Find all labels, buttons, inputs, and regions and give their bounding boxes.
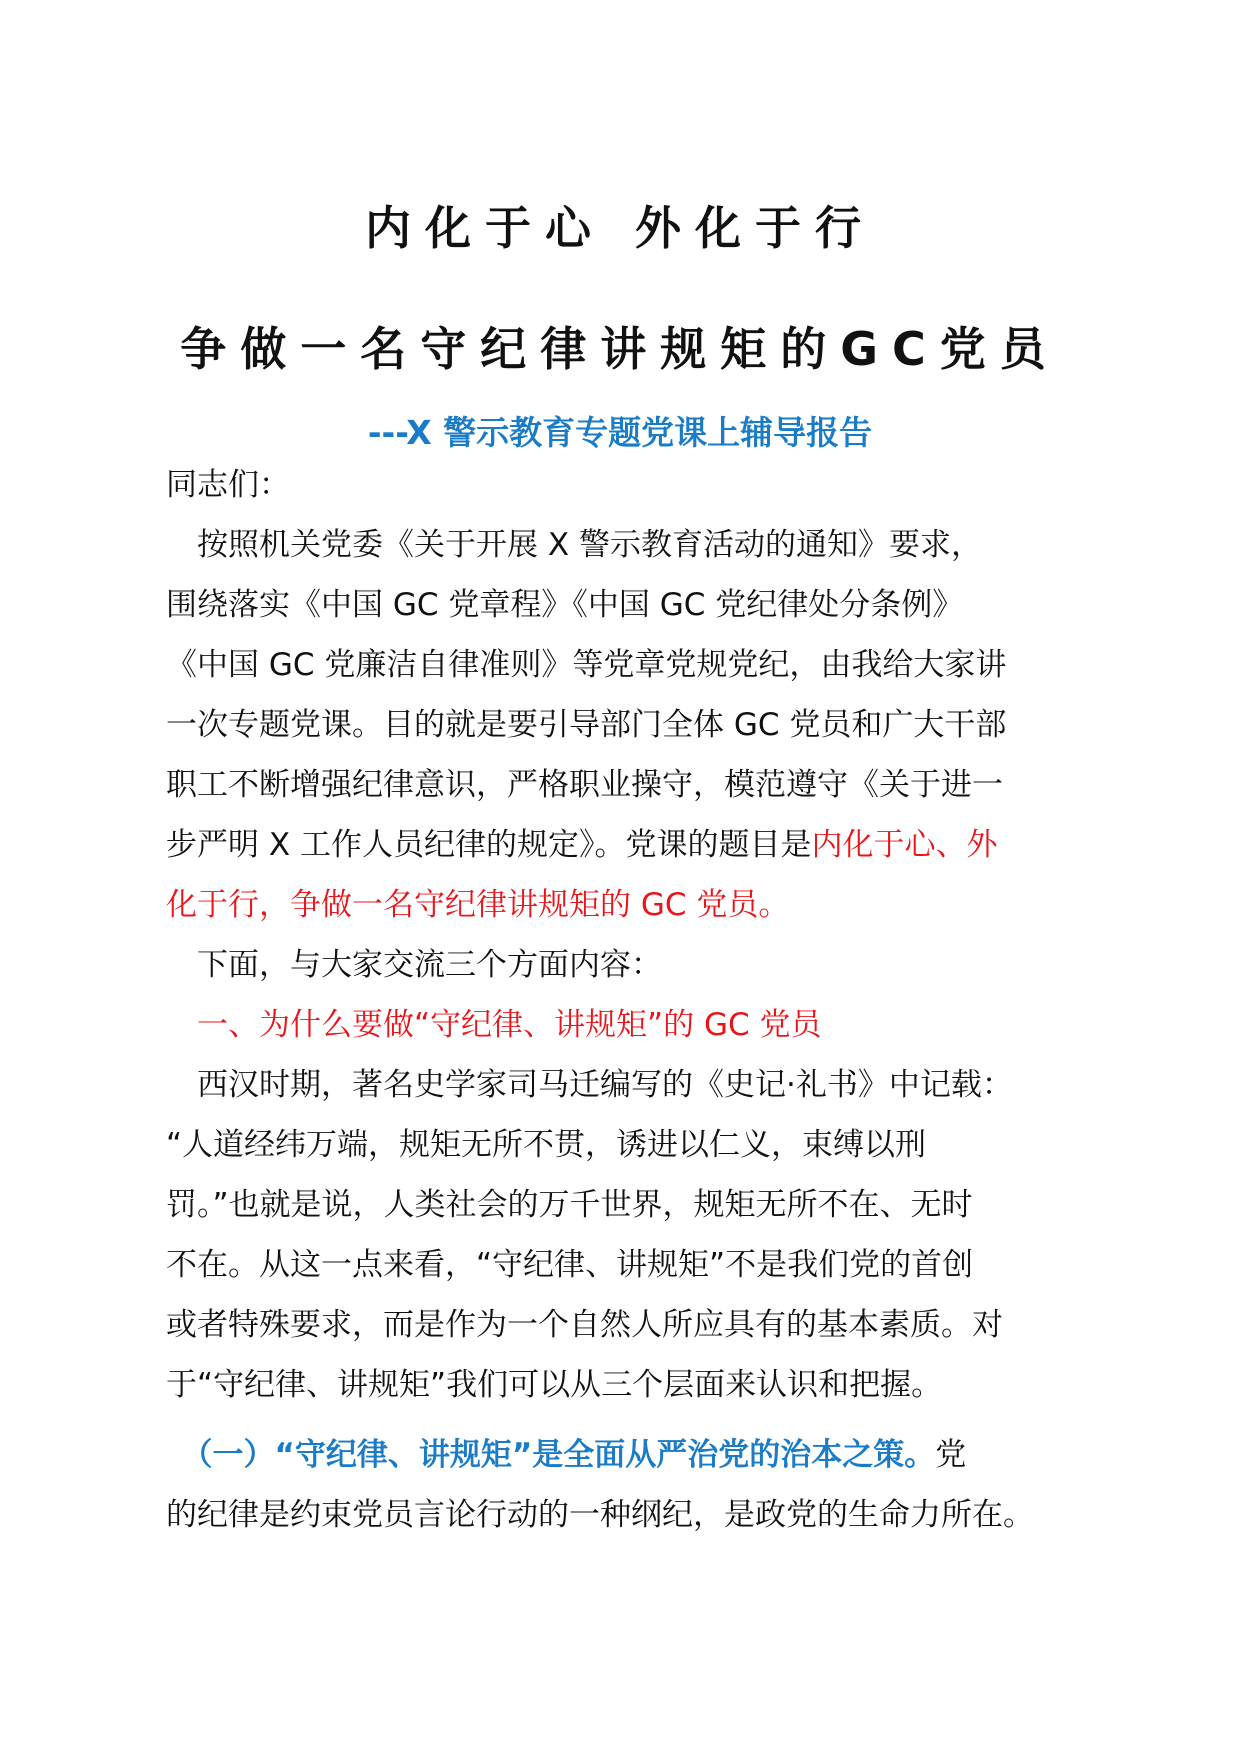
- paragraph-line-2: 围绕落实《中国 GC 党章程》《中国 GC 党纪律处分条例》: [166, 587, 964, 623]
- section1-line-3: 罚。”也就是说，人类社会的万千世界，规矩无所不在、无时: [166, 1187, 973, 1223]
- greeting: 同志们：: [166, 467, 290, 503]
- document-title-line1: 内化于心 外化于行: [364, 201, 875, 255]
- sub1-after-text: 党: [935, 1437, 967, 1473]
- section1-line-6: 于“守纪律、讲规矩”我们可以从三个层面来认识和把握。: [166, 1367, 943, 1403]
- section1-line-2: “人道经纬万端，规矩无所不贯，诱进以仁义，束缚以刑: [166, 1127, 927, 1163]
- section1-line-1: 西汉时期，著名史学家司马迁编写的《史记·礼书》中记载：: [166, 1067, 1013, 1103]
- paragraph-line-3: 《中国 GC 党廉洁自律准则》等党章党规党纪，由我给大家讲: [166, 647, 1007, 683]
- section1-line-4: 不在。从这一点来看，“守纪律、讲规矩”不是我们党的首创: [166, 1247, 974, 1283]
- paragraph-line-6-text: 步严明 X 工作人员纪律的规定》。党课的题目是: [166, 827, 812, 863]
- sub1-heading-line: [166, 1425, 1086, 1485]
- sub1-heading: （一）“守纪律、讲规矩”是全面从严治党的治本之策。: [166, 1437, 936, 1473]
- lesson-title-part1: 内化于心、外: [811, 827, 998, 863]
- section1-heading: 一、为什么要做“守纪律、讲规矩”的 GC 党员: [166, 1007, 822, 1043]
- paragraph-line-5: 职工不断增强纪律意识，严格职业操守，模范遵守《关于进一: [166, 767, 1003, 803]
- intro-three-aspects: 下面，与大家交流三个方面内容：: [166, 947, 662, 983]
- last-line: 的纪律是约束党员言论行动的一种纲纪，是政党的生命力所在。: [166, 1497, 1034, 1533]
- document-title-line2: 争做一名守纪律讲规矩的GC党员: [180, 322, 1060, 376]
- paragraph-line-4: 一次专题党课。目的就是要引导部门全体 GC 党员和广大干部: [166, 707, 1007, 743]
- paragraph-line-1: 按照机关党委《关于开展 X 警示教育活动的通知》要求，: [166, 527, 982, 563]
- lesson-title-part2: 化于行，争做一名守纪律讲规矩的 GC 党员。: [166, 887, 790, 923]
- document-subtitle: ---X 警示教育专题党课上辅导报告: [367, 413, 873, 452]
- paragraph-line-6: [166, 815, 1086, 875]
- section1-line-5: 或者特殊要求，而是作为一个自然人所应具有的基本素质。对: [166, 1307, 1003, 1343]
